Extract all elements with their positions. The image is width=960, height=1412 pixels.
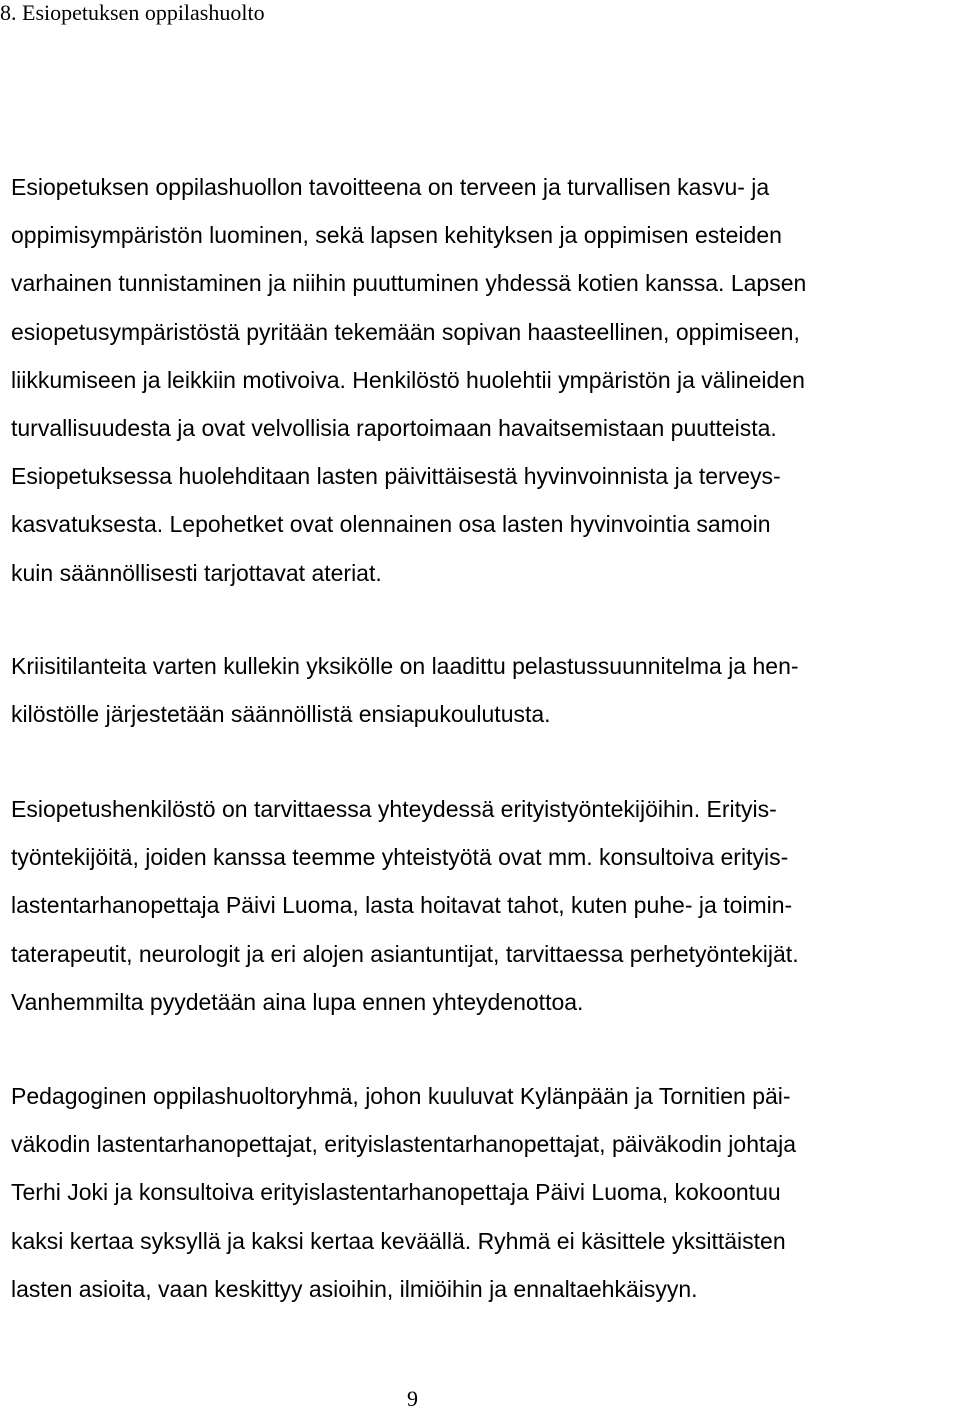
text-line: Esiopetuksen oppilashuollon tavoitteena on terveen ja turvallisen kasvu- ja — [11, 174, 770, 200]
text-line: lasten asioita, vaan keskittyy asioihin, ilmiöihin ja ennaltaehkäisyyn. — [11, 1275, 698, 1302]
text-line: väkodin lastentarhanopettajat, erityislastentarhanopettajat, päiväkodin johtaja — [11, 1131, 797, 1158]
paragraph-crisis-plan — [11, 642, 951, 738]
text-line: työntekijöitä, joiden kanssa teemme yhteistyötä ovat mm. konsultoiva erityis- — [11, 844, 789, 871]
text-line: varhainen tunnistaminen ja niihin puuttuminen yhdessä kotien kanssa. Lapsen — [11, 270, 807, 297]
section-heading: 8. Esiopetuksen oppilashuolto — [0, 0, 265, 25]
text-line: liikkumiseen ja leikkiin motivoiva. Henkilöstö huolehtii ympäristön ja välineiden — [11, 366, 805, 393]
paragraph-welfare-group — [11, 1072, 951, 1313]
text-line: oppimisympäristön luominen, sekä lapsen kehityksen ja oppimisen esteiden — [11, 222, 782, 249]
text-line: kuin säännöllisesti tarjottavat ateriat. — [11, 559, 382, 586]
text-line: turvallisuudesta ja ovat velvollisia raportoimaan havaitsemistaan puutteista. — [11, 414, 777, 441]
text-line: esiopetusympäristöstä pyritään tekemään sopivan haasteellinen, oppimiseen, — [11, 318, 800, 345]
text-line: Terhi Joki ja konsultoiva erityislastentarhanopettaja Päivi Luoma, kokoontuu — [11, 1179, 781, 1206]
text-line: taterapeutit, neurologit ja eri alojen asiantuntijat, tarvittaessa perhetyöntekijät. — [11, 940, 799, 967]
text-line: lastentarhanopettaja Päivi Luoma, lasta hoitavat tahot, kuten puhe- ja toimin- — [11, 892, 793, 919]
paragraph-special-staff — [11, 785, 951, 1026]
text-line: Esiopetuksessa huolehditaan lasten päivittäisestä hyvinvoinnista ja terveys- — [11, 463, 781, 490]
text-line: Vanhemmilta pyydetään aina lupa ennen yhteydenottoa. — [11, 988, 584, 1015]
text-line: Esiopetushenkilöstö on tarvittaessa yhteydessä erityistyöntekijöihin. Erityis- — [11, 796, 777, 822]
paragraph-student-welfare — [11, 163, 951, 597]
text-line: kaksi kertaa syksyllä ja kaksi kertaa keväällä. Ryhmä ei käsittele yksittäisten — [11, 1227, 786, 1254]
text-line: Kriisitilanteita varten kullekin yksikölle on laadittu pelastussuunnitelma ja hen- — [11, 653, 799, 679]
page-number: 9 — [407, 1386, 418, 1411]
text-line: kilöstölle järjestetään säännöllistä ensiapukoulutusta. — [11, 701, 551, 728]
text-line: kasvatuksesta. Lepohetket ovat olennainen osa lasten hyvinvointia samoin — [11, 511, 771, 538]
text-line: Pedagoginen oppilashuoltoryhmä, johon kuuluvat Kylänpään ja Tornitien päi- — [11, 1083, 791, 1109]
